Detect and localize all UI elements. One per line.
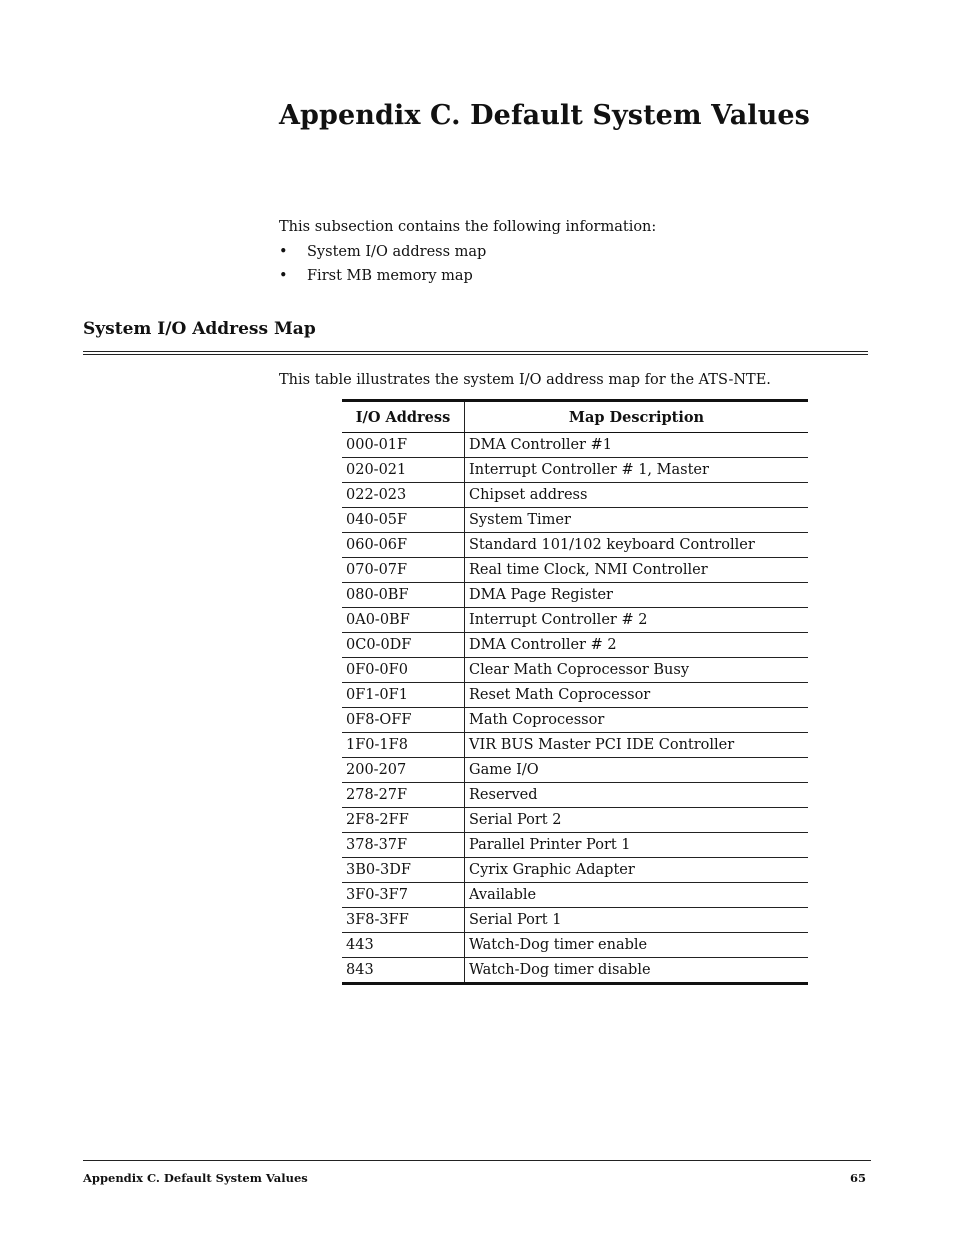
list-item-label: System I/O address map: [307, 244, 487, 260]
io-address-cell: 378-37F: [342, 833, 465, 858]
table-row: [342, 658, 808, 683]
map-description-cell: Parallel Printer Port 1: [465, 833, 809, 858]
intro-bullet-list: [279, 243, 486, 290]
io-address-cell: 070-07F: [342, 558, 465, 583]
map-description-cell: Game I/O: [465, 758, 809, 783]
io-address-cell: 000-01F: [342, 433, 465, 458]
map-description-cell: Math Coprocessor: [465, 708, 809, 733]
table-row: [342, 458, 808, 483]
io-address-cell: 040-05F: [342, 508, 465, 533]
io-address-cell: 080-0BF: [342, 583, 465, 608]
intro-text: This subsection contains the following information:: [279, 219, 657, 235]
table-row: [342, 508, 808, 533]
map-description-cell: Chipset address: [465, 483, 809, 508]
io-address-cell: 0F8-OFF: [342, 708, 465, 733]
io-address-cell: 0F1-0F1: [342, 683, 465, 708]
table-row: [342, 558, 808, 583]
table-row: [342, 908, 808, 933]
map-description-cell: DMA Controller #1: [465, 433, 809, 458]
map-description-cell: Available: [465, 883, 809, 908]
table-row: [342, 833, 808, 858]
column-header-map-description: Map Description: [465, 401, 809, 433]
io-address-cell: 843: [342, 958, 465, 984]
io-address-cell: 200-207: [342, 758, 465, 783]
map-description-cell: Clear Math Coprocessor Busy: [465, 658, 809, 683]
table-row: [342, 583, 808, 608]
map-description-cell: Watch-Dog timer disable: [469, 962, 651, 978]
io-address-cell: 0C0-0DF: [342, 633, 465, 658]
table-header-row: [342, 401, 808, 433]
table-row: [342, 608, 808, 633]
map-description-cell: Watch-Dog timer enable: [465, 933, 809, 958]
bullet-icon: •: [279, 267, 288, 284]
map-description-cell: Serial Port 2: [465, 808, 809, 833]
table-row: [342, 733, 808, 758]
map-description-cell: Interrupt Controller # 1, Master: [465, 458, 809, 483]
table-row: [342, 958, 808, 984]
section-heading: System I/O Address Map: [83, 319, 316, 339]
table-row: [342, 783, 808, 808]
map-description-cell: System Timer: [465, 508, 809, 533]
page-title: Appendix C. Default System Values: [279, 100, 810, 131]
section-divider: [83, 351, 868, 355]
list-item: [279, 243, 486, 267]
io-address-cell: 3F0-3F7: [342, 883, 465, 908]
table-row: [342, 933, 808, 958]
map-description-cell: DMA Controller # 2: [465, 633, 809, 658]
table-row: [342, 708, 808, 733]
list-item: [279, 267, 486, 291]
io-address-cell: 278-27F: [342, 783, 465, 808]
map-description-cell: Cyrix Graphic Adapter: [465, 858, 809, 883]
bullet-icon: •: [279, 244, 288, 260]
table-row: [342, 883, 808, 908]
io-address-cell: 1F0-1F8: [342, 733, 465, 758]
footer-title: Appendix C. Default System Values: [83, 1171, 308, 1185]
map-description-cell: VIR BUS Master PCI IDE Controller: [465, 733, 809, 758]
table-row: [342, 633, 808, 658]
io-address-cell: 060-06F: [342, 533, 465, 558]
io-address-cell: 3B0-3DF: [342, 858, 465, 883]
table-row: [342, 483, 808, 508]
io-address-cell: 022-023: [342, 483, 465, 508]
io-address-cell: 0A0-0BF: [342, 608, 465, 633]
io-address-cell: 0F0-0F0: [342, 658, 465, 683]
map-description-cell: DMA Page Register: [465, 583, 809, 608]
io-address-cell: 443: [342, 933, 465, 958]
page-number: 65: [849, 1171, 866, 1185]
table-body: [342, 433, 808, 984]
io-address-cell: 3F8-3FF: [342, 908, 465, 933]
footer-divider: [83, 1160, 871, 1161]
map-description-cell: Interrupt Controller # 2: [465, 608, 809, 633]
map-description-cell: Serial Port 1: [465, 908, 809, 933]
io-address-table: [342, 399, 808, 985]
map-description-cell: Standard 101/102 keyboard Controller: [465, 533, 809, 558]
map-description-cell: Reserved: [465, 783, 809, 808]
table-row: [342, 433, 808, 458]
map-description-cell: Real time Clock, NMI Controller: [465, 558, 809, 583]
column-header-io-address: I/O Address: [342, 401, 465, 433]
io-address-cell: 2F8-2FF: [342, 808, 465, 833]
list-item-label: First MB memory map: [307, 267, 473, 284]
table-row: [342, 683, 808, 708]
io-address-cell: 020-021: [342, 458, 465, 483]
table-row: [342, 858, 808, 883]
table-row: [342, 758, 808, 783]
table-row: [342, 808, 808, 833]
map-description-cell: Reset Math Coprocessor: [465, 683, 809, 708]
table-caption: This table illustrates the system I/O address map for the ATS-NTE.: [279, 372, 771, 388]
table-row: [342, 533, 808, 558]
